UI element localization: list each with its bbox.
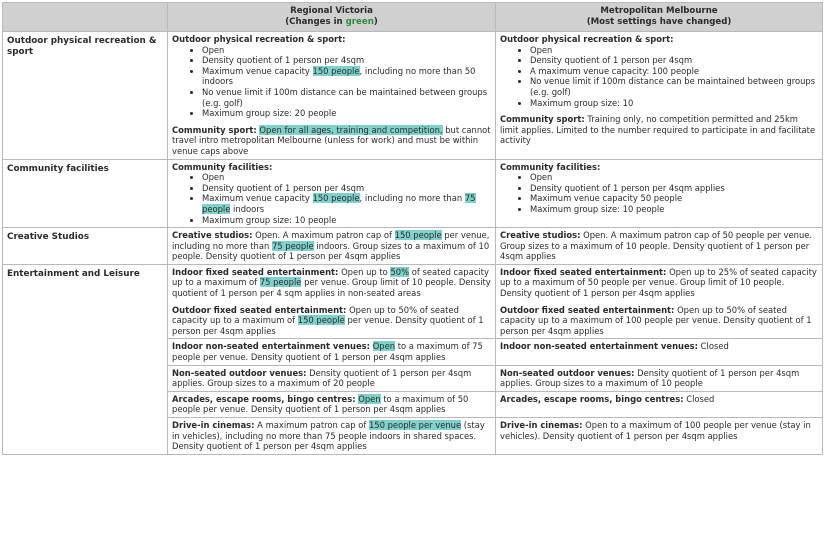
list-item: • No venue limit if 100m distance can be maintained between groups (e.g. golf)	[530, 76, 818, 97]
cell-outdoor-nonseated-metro	[496, 365, 823, 391]
list-item: • Maximum group size: 10 people	[530, 204, 818, 215]
bullet-list	[172, 172, 491, 225]
highlight: 150 people	[312, 193, 360, 204]
green-word: green	[345, 17, 374, 27]
cell-community-regional	[168, 159, 496, 228]
cell-text: Non-seated outdoor venues: Density quotient of 1 person per 4sqm applies. Group sizes to a maximum of 10 people	[500, 367, 800, 389]
header-metro	[496, 3, 823, 32]
cell-fixed-metro	[496, 264, 823, 339]
regional-subtitle: (Changes in green)	[285, 17, 378, 27]
cell-text: Indoor non-seated entertainment venues: Closed	[500, 341, 729, 352]
cell-title: Community facilities:	[500, 161, 601, 172]
list-item: • Density quotient of 1 person per 4sqm	[202, 183, 491, 194]
highlight: 75 people	[259, 277, 302, 288]
community-sport-text: Community sport: Open for all ages, training and competition, but cannot travel intro metropolitan Melbourne (unless for work) and must be within venue caps above	[172, 124, 491, 156]
row-label-community: Community facilities	[3, 159, 168, 228]
cell-outdoor-metro	[496, 32, 823, 160]
cell-creative-metro	[496, 228, 823, 265]
cell-text: Drive-in cinemas: Open to a maximum of 100 people per venue (stay in vehicles). Density quotient of 1 person per 4sqm applies	[500, 420, 811, 441]
highlight: Open	[358, 393, 381, 404]
highlight: 75 people	[271, 240, 314, 251]
bullet-list	[500, 45, 818, 109]
list-item: • Density quotient of 1 person per 4sqm	[202, 55, 491, 66]
cell-arcades-regional	[168, 391, 496, 417]
highlight: 75 people	[202, 193, 476, 214]
highlight: Open for all ages, training and competition,	[259, 124, 443, 135]
cell-text: Indoor non-seated entertainment venues: Open to a maximum of 75 people per venue. Density quotient of 1 person per 4sqm applies	[172, 341, 483, 363]
cell-text: Creative studios: Open. A maximum patron cap of 50 people per venue. Group sizes to a maximum of 10 people. Density quotient of 1 person per 4sqm applies	[500, 230, 813, 262]
cell-community-metro	[496, 159, 823, 228]
list-item: • Open	[202, 45, 491, 56]
cell-drivein-metro	[496, 418, 823, 455]
bullet-list	[172, 45, 491, 119]
cell-text: Arcades, escape rooms, bingo centres: Open to a maximum of 50 people per venue. Density quotient of 1 person per 4sqm applies	[172, 393, 469, 415]
highlight: 150 people	[312, 65, 360, 76]
highlight: 150 people	[394, 230, 442, 241]
highlight: 150 people per venue	[368, 420, 462, 430]
cell-text: Drive-in cinemas: A maximum patron cap of 150 people per venue (stay in vehicles), including no more than 75 people indoors in shared spaces. Density quotient of 1 person per 4sqm applies	[172, 420, 485, 452]
highlight: Open	[372, 341, 396, 352]
list-item: • Open	[530, 45, 818, 56]
row-creative	[3, 228, 823, 265]
list-item: • Maximum venue capacity 50 people	[530, 193, 818, 204]
list-item: • Maximum venue capacity 150 people, including no more than 75 people indoors	[202, 193, 491, 214]
cell-creative-regional	[168, 228, 496, 265]
cell-text: Outdoor fixed seated entertainment: Open up to 50% of seated capacity up to a maximum of 100 people per venue. Density quotient of 1 person per 4sqm applies	[500, 304, 812, 336]
list-item: • Maximum group size: 10 people	[202, 215, 491, 226]
list-item: • Maximum venue capacity 150 people, including no more than 50 indoors	[202, 66, 491, 87]
cell-text: Outdoor fixed seated entertainment: Open up to 50% of seated capacity up to a maximum of 150 people per venue. Density quotient of 1 person per 4sqm applies	[172, 304, 484, 336]
header-regional	[168, 3, 496, 32]
cell-title: Outdoor physical recreation & sport:	[500, 34, 674, 44]
bullet-list	[500, 172, 818, 214]
cell-title: Outdoor physical recreation & sport:	[172, 34, 346, 44]
community-sport-text: Community sport: Training only, no competition permitted and 25km limit applies. Limited to the number required to participate in and facilitate activity	[500, 114, 816, 146]
cell-indoor-nonseated-metro	[496, 339, 823, 365]
metro-subtitle: (Most settings have changed)	[586, 17, 732, 27]
list-item: • Maximum group size: 20 people	[202, 108, 491, 119]
cell-outdoor-nonseated-regional	[168, 365, 496, 391]
cell-indoor-nonseated-regional	[168, 339, 496, 365]
cell-text: Indoor fixed seated entertainment: Open up to 50% of seated capacity up to a maximum of 75 people per venue. Group limit of 10 people. Density quotient of 1 person per 4 sqm applies in non-seated areas	[172, 266, 491, 299]
cell-text: Creative studios: Open. A maximum patron cap of 150 people per venue, including no more than 75 people indoors. Group sizes to a maximum of 10 people. Density quotient of 1 person per 4sqm applies	[172, 230, 490, 262]
row-label-outdoor: Outdoor physical recreation & sport	[3, 32, 168, 160]
metro-title: Metropolitan Melbourne	[600, 6, 718, 16]
cell-fixed-regional	[168, 264, 496, 339]
cell-arcades-metro	[496, 391, 823, 417]
list-item: • Open	[202, 172, 491, 183]
list-item: • Open	[530, 172, 818, 183]
list-item: • No venue limit if 100m distance can be maintained between groups (e.g. golf)	[202, 87, 491, 108]
list-item: • A maximum venue capacity: 100 people	[530, 66, 818, 77]
header-empty-cell	[3, 3, 168, 32]
row-label-creative: Creative Studios	[3, 228, 168, 265]
cell-text: Arcades, escape rooms, bingo centres: Closed	[500, 393, 715, 404]
highlight: 150 people	[297, 315, 345, 326]
cell-title: Community facilities:	[172, 161, 273, 172]
cell-outdoor-regional	[168, 32, 496, 160]
regional-title: Regional Victoria	[290, 6, 373, 16]
cell-drivein-regional	[168, 418, 496, 455]
list-item: • Density quotient of 1 person per 4sqm	[530, 55, 818, 66]
row-entertainment-fixed	[3, 264, 823, 339]
highlight: 50%	[390, 266, 410, 277]
header-row	[3, 3, 823, 32]
list-item: • Maximum group size: 10	[530, 98, 818, 109]
cell-text: Indoor fixed seated entertainment: Open up to 25% of seated capacity up to a maximum of 50 people per venue. Group limit of 10 people. Density quotient of 1 person per 4sqm applies	[500, 266, 817, 299]
cell-text: Non-seated outdoor venues: Density quotient of 1 person per 4sqm applies. Group sizes to a maximum of 20 people	[172, 367, 472, 389]
row-community	[3, 159, 823, 228]
list-item: • Density quotient of 1 person per 4sqm applies	[530, 183, 818, 194]
row-outdoor	[3, 32, 823, 160]
row-label-entertainment: Entertainment and Leisure	[3, 264, 168, 454]
restrictions-table	[2, 2, 823, 455]
